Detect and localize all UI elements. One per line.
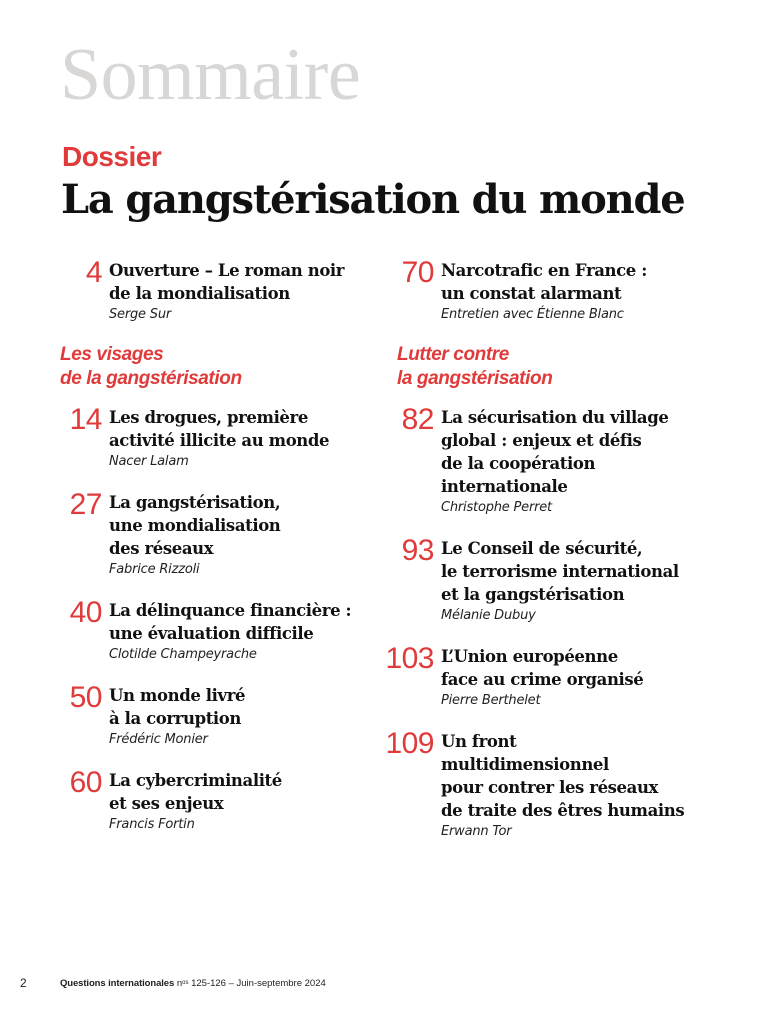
title-line: le terrorisme international xyxy=(441,562,679,581)
title-line: La gangstérisation, xyxy=(109,493,281,512)
page-title: Sommaire xyxy=(60,34,361,116)
section-line: Les visages xyxy=(60,344,164,365)
page-footer xyxy=(0,976,768,992)
page-number: 40 xyxy=(69,596,102,629)
toc-entry[interactable] xyxy=(382,644,735,711)
page-number: 93 xyxy=(401,534,434,567)
toc-entry[interactable] xyxy=(382,729,735,842)
issue-info: 125-126 – Juin-septembre 2024 xyxy=(191,978,326,989)
publication-name: Questions internationales xyxy=(60,978,175,989)
toc-entry[interactable] xyxy=(60,405,390,472)
page-number: 60 xyxy=(69,766,102,799)
title-line: des réseaux xyxy=(109,539,214,558)
title-line: une évaluation difficile xyxy=(109,624,314,643)
article-author: Pierre Berthelet xyxy=(441,693,541,708)
toc-entry[interactable] xyxy=(382,536,735,626)
toc-entry[interactable] xyxy=(60,683,390,750)
toc-entry[interactable] xyxy=(60,598,390,665)
page-number: 70 xyxy=(401,256,434,289)
footer-page-number: 2 xyxy=(20,976,27,990)
page-number: 50 xyxy=(69,681,102,714)
title-line: à la corruption xyxy=(109,709,242,728)
article-title xyxy=(109,684,390,730)
issue-sup: os xyxy=(182,980,189,986)
toc-entry[interactable] xyxy=(60,768,390,835)
page-number: 27 xyxy=(69,488,102,521)
article-author: Francis Fortin xyxy=(109,817,195,832)
dossier-label: Dossier xyxy=(62,141,162,172)
dossier-title: La gangstérisation du monde xyxy=(61,176,685,223)
article-title xyxy=(109,406,390,452)
title-line: Un front xyxy=(441,732,517,751)
title-line: Un monde livré xyxy=(109,686,246,705)
article-author: Fabrice Rizzoli xyxy=(109,562,200,577)
article-title xyxy=(441,645,735,691)
article-title xyxy=(441,406,735,498)
article-author: Clotilde Champeyrache xyxy=(109,647,257,662)
page-number: 14 xyxy=(69,403,102,436)
title-line: de la coopération xyxy=(441,454,596,473)
title-line: L’Union européenne xyxy=(441,647,618,666)
section-line: la gangstérisation xyxy=(397,368,553,389)
article-author: Nacer Lalam xyxy=(109,454,189,469)
article-author: Christophe Perret xyxy=(441,500,552,515)
title-line: Les drogues, première xyxy=(109,408,308,427)
issue-prefix: n xyxy=(176,978,183,989)
page-number: 82 xyxy=(401,403,434,436)
toc-entry[interactable] xyxy=(382,405,735,518)
title-line: pour contrer les réseaux xyxy=(441,778,658,797)
title-line: La cybercriminalité xyxy=(109,771,282,790)
toc-left-column xyxy=(60,258,390,835)
title-line: une mondialisation xyxy=(109,516,281,535)
title-line: La sécurisation du village xyxy=(441,408,669,427)
article-author: Mélanie Dubuy xyxy=(441,608,536,623)
page-number: 103 xyxy=(385,642,434,675)
title-line: et ses enjeux xyxy=(109,794,224,813)
title-line: Narcotrafic en France : xyxy=(441,261,647,280)
toc-entry[interactable] xyxy=(60,490,390,580)
section-line: de la gangstérisation xyxy=(60,368,242,389)
toc-entry-intro[interactable] xyxy=(382,258,735,325)
page-number: 109 xyxy=(385,727,434,760)
article-author: Entretien avec Étienne Blanc xyxy=(441,307,624,322)
title-line: Ouverture – Le roman noir xyxy=(109,261,345,280)
title-line: Le Conseil de sécurité, xyxy=(441,539,643,558)
section-heading xyxy=(397,343,735,391)
article-title xyxy=(441,730,735,822)
title-line: et la gangstérisation xyxy=(441,585,625,604)
article-title xyxy=(109,599,390,645)
page-number: 4 xyxy=(85,256,102,289)
title-line: face au crime organisé xyxy=(441,670,644,689)
article-author: Frédéric Monier xyxy=(109,732,208,747)
toc-entry-intro[interactable] xyxy=(60,258,390,325)
article-title xyxy=(441,537,735,606)
title-line: activité illicite au monde xyxy=(109,431,330,450)
article-title xyxy=(109,491,390,560)
article-title xyxy=(109,259,390,305)
title-line: La délinquance financière : xyxy=(109,601,352,620)
footer-publication xyxy=(60,977,326,991)
article-author: Serge Sur xyxy=(109,307,172,322)
title-line: de la mondialisation xyxy=(109,284,290,303)
title-line: de traite des êtres humains xyxy=(441,801,685,820)
section-heading xyxy=(60,343,390,391)
title-line: multidimensionnel xyxy=(441,755,609,774)
article-title xyxy=(109,769,390,815)
article-title xyxy=(441,259,735,305)
title-line: global : enjeux et défis xyxy=(441,431,642,450)
article-author: Erwann Tor xyxy=(441,824,512,839)
title-line: internationale xyxy=(441,477,568,496)
section-line: Lutter contre xyxy=(397,344,509,365)
toc-right-column xyxy=(385,256,735,842)
title-line: un constat alarmant xyxy=(441,284,622,303)
